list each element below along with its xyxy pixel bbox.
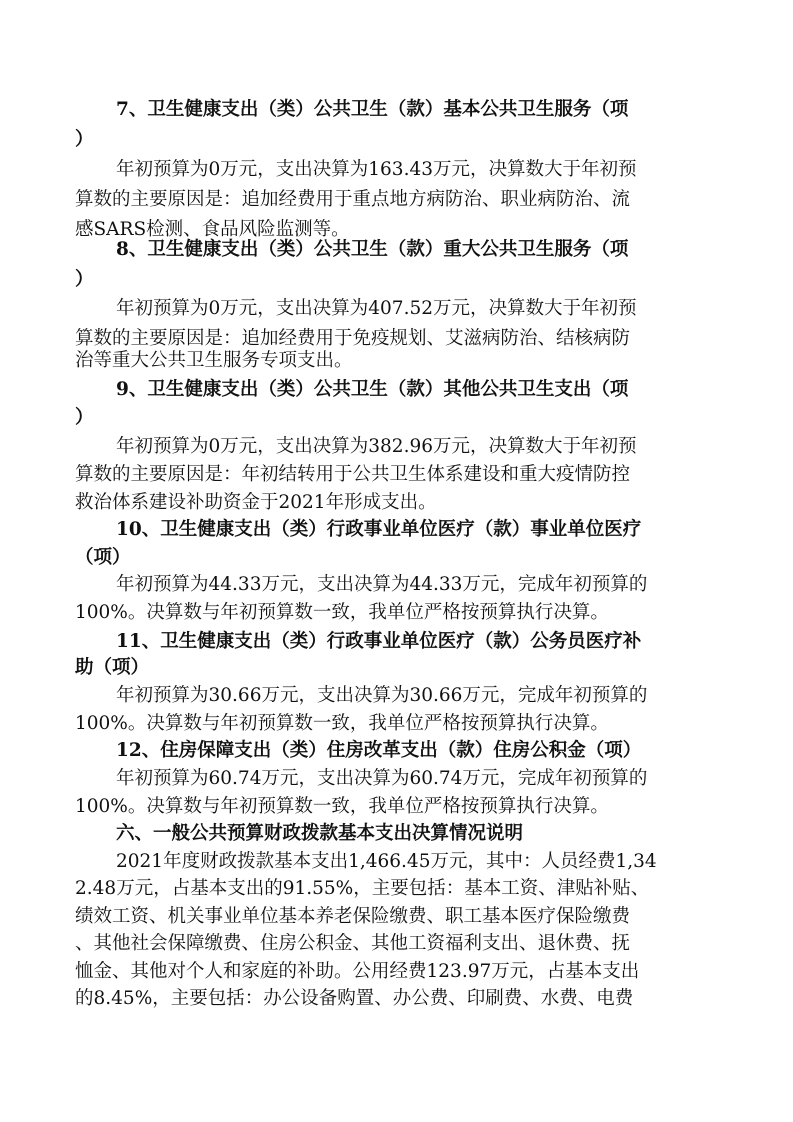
- heading-8-line-2: ）: [75, 269, 94, 290]
- heading-8-line-1: 8、卫生健康支出（类）公共卫生（款）重大公共卫生服务（项: [116, 239, 629, 260]
- paragraph-7-line-2: 算数的主要原因是：追加经费用于重点地方病防治、职业病防治、流: [75, 189, 631, 210]
- paragraph-9-line-2: 算数的主要原因是：年初结转用于公共卫生体系建设和重大疫情防控: [75, 464, 631, 485]
- paragraph-7-line-1: 年初预算为0万元，支出决算为163.43万元，决算数大于年初预: [116, 159, 637, 180]
- paragraph-7-line-3: 感SARS检测、食品风险监测等。: [75, 219, 350, 240]
- paragraph-12-line-1: 年初预算为60.74万元，支出决算为60.74万元，完成年初预算的: [116, 768, 648, 789]
- paragraph-10-line-2: 100%。决算数与年初预算数一致，我单位严格按预算执行决算。: [75, 602, 609, 623]
- paragraph-8-line-3: 治等重大公共卫生服务专项支出。: [75, 350, 353, 371]
- paragraph-8-line-1: 年初预算为0万元，支出决算为407.52万元，决算数大于年初预: [116, 298, 637, 319]
- section-6-line-6: 的8.45%，主要包括：办公设备购置、办公费、印刷费、水费、电费: [75, 988, 634, 1009]
- paragraph-11-line-2: 100%。决算数与年初预算数一致，我单位严格按预算执行决算。: [75, 713, 609, 734]
- section-6-line-1: 2021年度财政拨款基本支出1,466.45万元，其中：人员经费1,34: [116, 851, 657, 872]
- heading-11-line-2: 助（项）: [75, 657, 150, 678]
- heading-9-line-1: 9、卫生健康支出（类）公共卫生（款）其他公共卫生支出（项: [116, 379, 629, 400]
- section-6-line-2: 2.48万元，占基本支出的91.55%，主要包括：基本工资、津贴补贴、: [75, 878, 650, 899]
- section-6-line-4: 、其他社会保障缴费、住房公积金、其他工资福利支出、退休费、抚: [75, 933, 631, 954]
- section-6-line-3: 绩效工资、机关事业单位基本养老保险缴费、职工基本医疗保险缴费: [75, 906, 631, 927]
- heading-10-line-2: （项）: [75, 547, 131, 568]
- heading-9-line-2: ）: [75, 407, 94, 428]
- paragraph-9-line-1: 年初预算为0万元，支出决算为382.96万元，决算数大于年初预: [116, 436, 637, 457]
- paragraph-10-line-1: 年初预算为44.33万元，支出决算为44.33万元，完成年初预算的: [116, 574, 648, 595]
- paragraph-8-line-2: 算数的主要原因是：追加经费用于免疫规划、艾滋病防治、结核病防: [75, 328, 631, 349]
- paragraph-12-line-2: 100%。决算数与年初预算数一致，我单位严格按预算执行决算。: [75, 796, 609, 817]
- heading-7-line-2: ）: [75, 129, 94, 150]
- paragraph-11-line-1: 年初预算为30.66万元，支出决算为30.66万元，完成年初预算的: [116, 685, 648, 706]
- heading-12: 12、住房保障支出（类）住房改革支出（款）住房公积金（项）: [116, 740, 642, 761]
- section-6-line-5: 恤金、其他对个人和家庭的补助。公用经费123.97万元，占基本支出: [75, 961, 640, 982]
- heading-11-line-1: 11、卫生健康支出（类）行政事业单位医疗（款）公务员医疗补: [116, 631, 642, 652]
- heading-7-line-1: 7、卫生健康支出（类）公共卫生（款）基本公共卫生服务（项: [116, 99, 629, 120]
- heading-10-line-1: 10、卫生健康支出（类）行政事业单位医疗（款）事业单位医疗: [116, 519, 642, 540]
- paragraph-9-line-3: 救治体系建设补助资金于2021年形成支出。: [75, 492, 437, 513]
- section-6-heading: 六、一般公共预算财政拨款基本支出决算情况说明: [116, 823, 524, 844]
